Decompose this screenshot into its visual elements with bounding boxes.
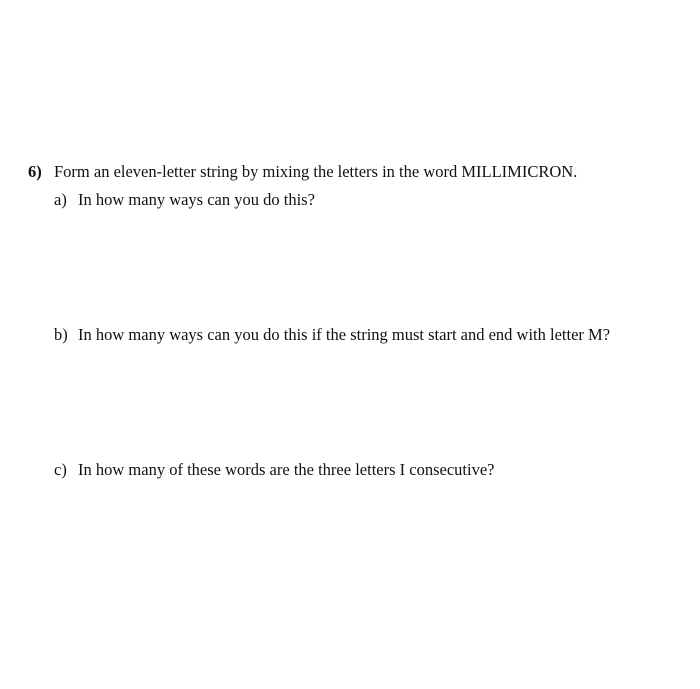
part-c xyxy=(54,460,494,480)
question-number: 6) xyxy=(28,162,42,181)
part-b xyxy=(54,325,610,345)
part-a-label: a) xyxy=(54,190,67,209)
part-a-text: In how many ways can you do this? xyxy=(78,190,315,209)
part-b-text: In how many ways can you do this if the string must start and end with letter M? xyxy=(78,325,611,344)
part-a xyxy=(54,190,315,210)
question-text: Form an eleven-letter string by mixing the letters in the word MILLIMICRON. xyxy=(54,162,578,181)
part-b-label: b) xyxy=(54,325,68,344)
question-6 xyxy=(28,162,577,182)
part-c-text: In how many of these words are the three letters I consecutive? xyxy=(78,460,495,479)
part-c-label: c) xyxy=(54,460,67,479)
